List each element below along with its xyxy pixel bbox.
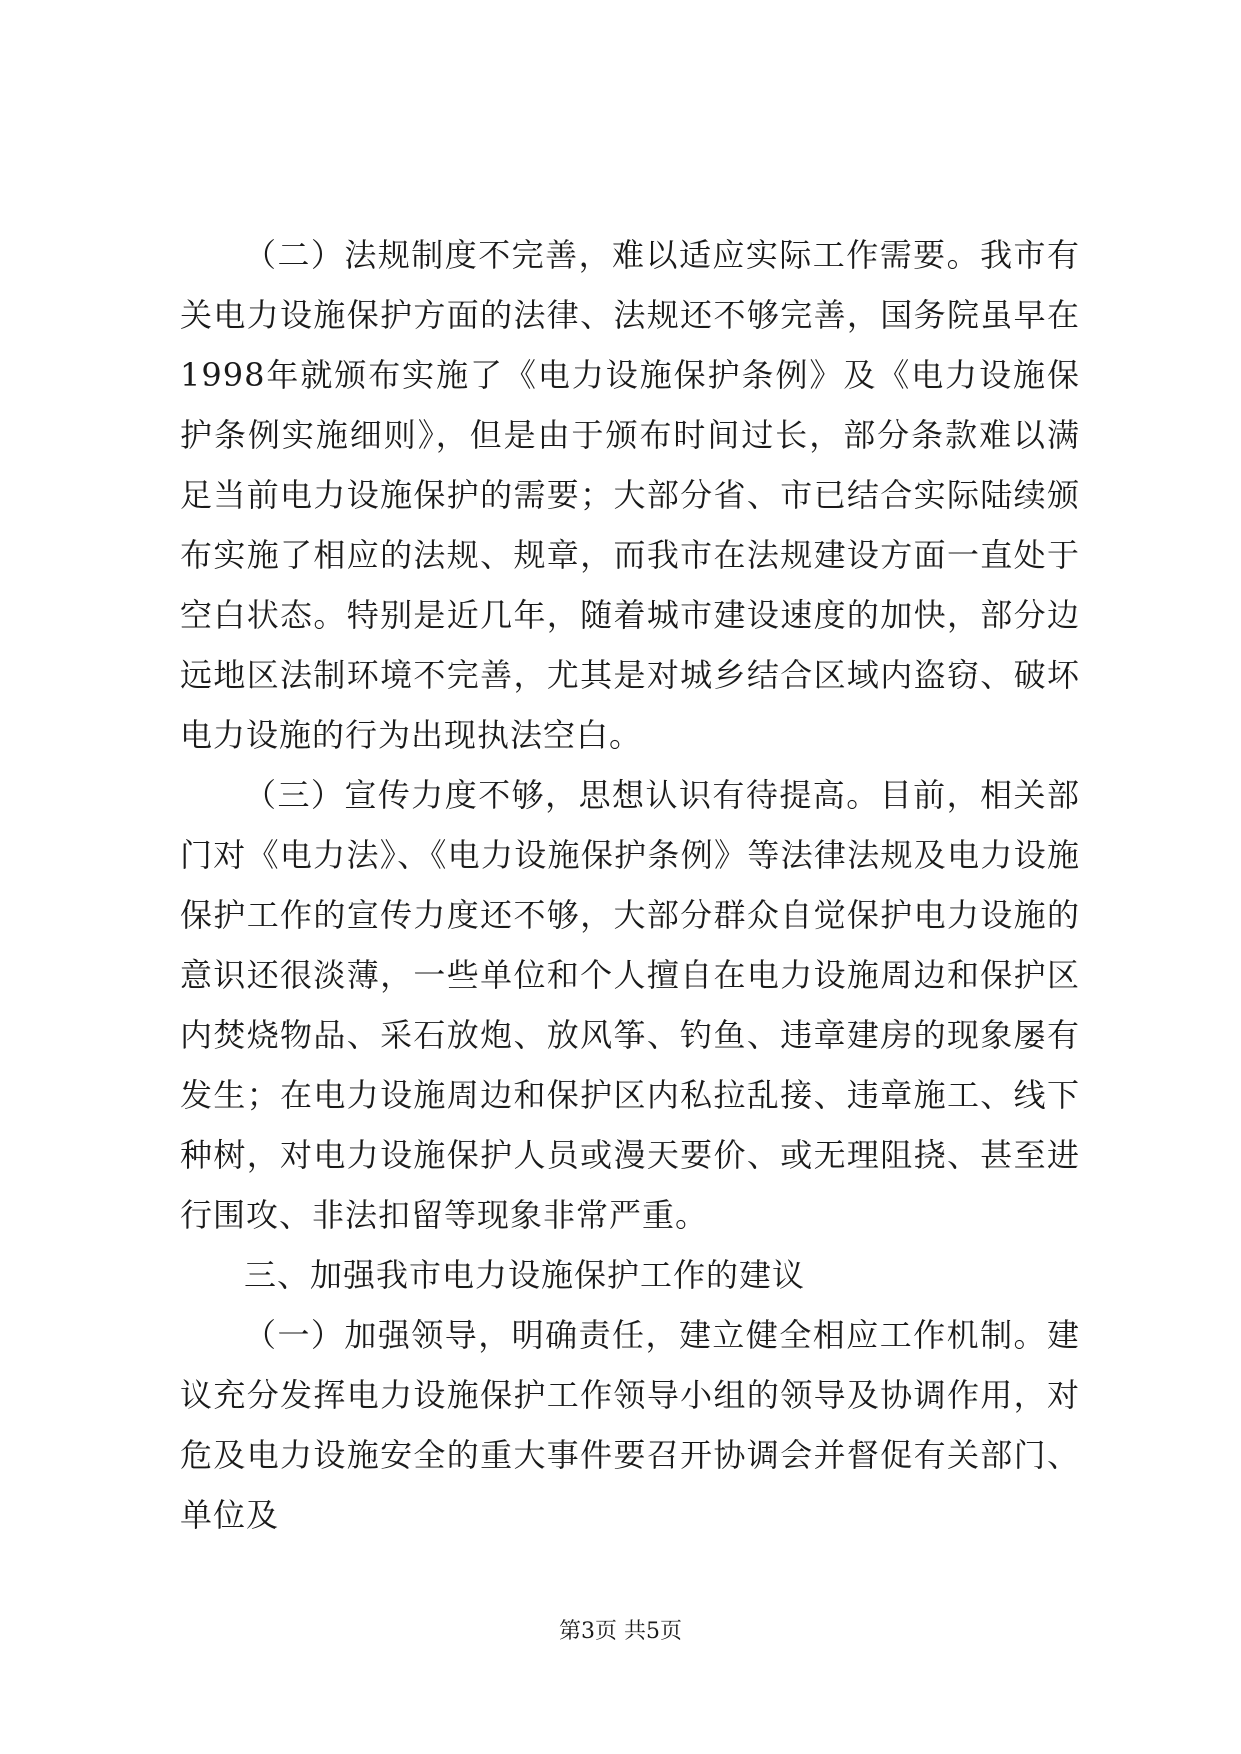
document-body — [180, 225, 1080, 1545]
section-heading: 三、加强我市电力设施保护工作的建议 — [244, 1256, 806, 1294]
paragraph-publicity: （三）宣传力度不够，思想认识有待提高。目前，相关部门对《电力法》、《电力设施保护条例》等法律法规及电力设施保护工作的宣传力度还不够，大部分群众自觉保护电力设施的意识还很淡薄，一些单位和个人擅自在电力设施周边和保护区内焚烧物品、采石放炮、放风筝、钓鱼、违章建房的现象屡有发生；在电力设施周边和保护区内私拉乱接、违章施工、线下种树，对电力设施保护人员或漫天要价、或无理阻挠、甚至进行围攻、非法扣留等现象非常严重。 — [180, 776, 1080, 1234]
paragraph-leadership: （一）加强领导，明确责任，建立健全相应工作机制。建议充分发挥电力设施保护工作领导小组的领导及协调作用，对危及电力设施安全的重大事件要召开协调会并督促有关部门、单位及 — [180, 1316, 1080, 1534]
page-footer: 第3页 共5页 — [559, 1619, 682, 1644]
paragraph-regulations: （二）法规制度不完善，难以适应实际工作需要。我市有关电力设施保护方面的法律、法规还不够完善，国务院虽早在1998年就颁布实施了《电力设施保护条例》及《电力设施保护条例实施细则》，但是由于颁布时间过长，部分条款难以满足当前电力设施保护的需要；大部分省、市已结合实际陆续颁布实施了相应的法规、规章，而我市在法规建设方面一直处于空白状态。特别是近几年，随着城市建设速度的加快，部分边远地区法制环境不完善，尤其是对城乡结合区域内盗窃、破坏电力设施的行为出现执法空白。 — [180, 236, 1080, 754]
